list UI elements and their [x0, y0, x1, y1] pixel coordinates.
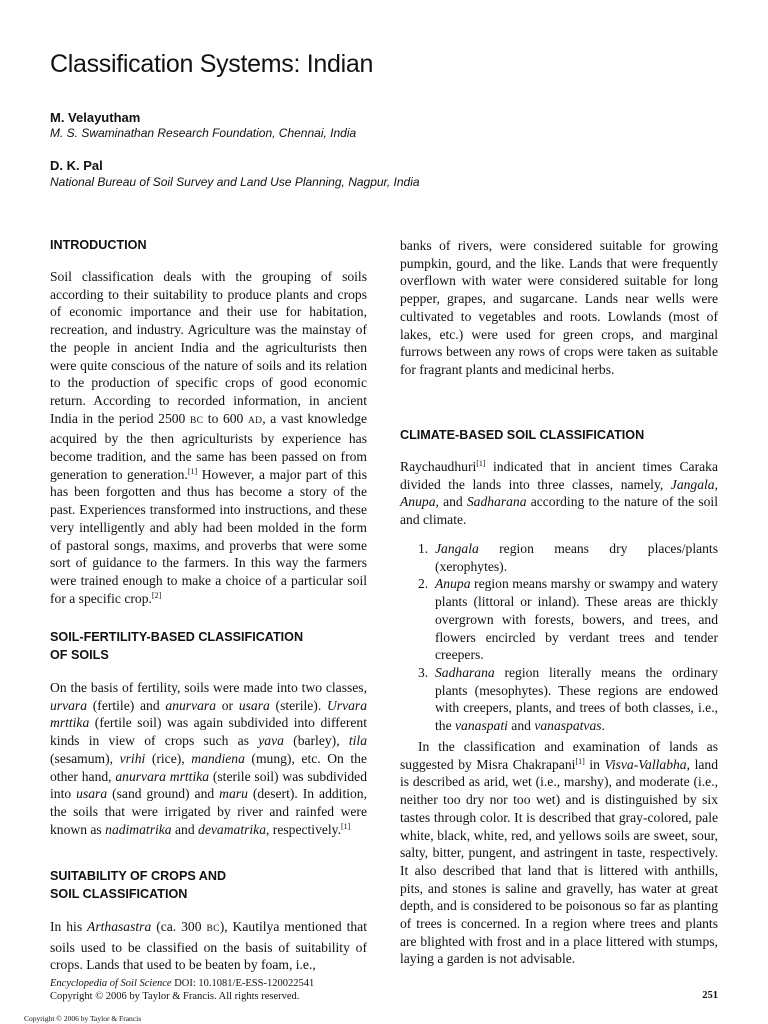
author-affiliation: National Bureau of Soil Survey and Land Use Planning, Nagpur, India: [50, 175, 420, 189]
citation-ref: [1]: [340, 821, 351, 831]
citation-ref: [2]: [151, 590, 162, 600]
section-heading-introduction: INTRODUCTION: [50, 238, 147, 252]
list-item: 1. Jangala region means dry places/plants (xerophytes).: [418, 541, 718, 574]
suitability-paragraph: In his Arthasastra (ca. 300 BC), Kautilya mentioned that soils used to be classified on the basis of suitability of crops. Lands that used to be beaten by foam, i.e.,: [50, 919, 367, 973]
list-item: 3. Sadharana region literally means the ordinary plants (mesophytes). These regions are endowed with creepers, plants, and trees of both classes, i.e., the vanaspati and vanaspatvas.: [418, 664, 718, 734]
fertility-paragraph: On the basis of fertility, soils were made into two classes, urvara (fertile) and anurvara or usara (sterile). Urvara mrttika (fertile soil) was again subdivided into different kinds in view of crops such as yava (barley), tila (sesamum), vrihi (rice), mandiena (mung), etc. On the other hand, anurvara mrttika (sterile soil) was subdivided into usara (sand ground) and maru (desert). In addition, the soils that were irrigated by river and rainfed were known as nadimatrika and devamatrika, respectively.[1]: [50, 680, 368, 837]
suitability-paragraph-continued: banks of rivers, were considered suitable for growing pumpkin, gourd, and the like. Lands that were frequently overflown with water were considered suitable for long pepper, grapes, and sugarcane. Lands near wells were cultivated to vegetables and roots. Lowlands (most of lakes, etc.) were used for green crops, and marginal furrows between any rows of crops were taken as suitable for fragrant plants and medicinal herbs.: [400, 238, 718, 377]
page-number: 251: [702, 990, 718, 1001]
region-list: [400, 540, 718, 735]
bottom-copyright-note: Copyright © 2006 by Taylor & Francis: [24, 1014, 142, 1023]
author-name: D. K. Pal: [50, 158, 103, 173]
author-affiliation: M. S. Swaminathan Research Foundation, Chennai, India: [50, 126, 357, 140]
climate-paragraph: Raychaudhuri[1] indicated that in ancient times Caraka divided the lands into three classes, namely, Jangala, Anupa, and Sadharana according to the nature of the soil and climate.: [400, 459, 718, 528]
page-title: Classification Systems: Indian: [50, 50, 374, 78]
section-heading-climate: CLIMATE-BASED SOIL CLASSIFICATION: [400, 428, 645, 442]
intro-paragraph: Soil classification deals with the grouping of soils according to their suitability to produce plants and crops of economic importance and their use for habitation, recreation, and industry. Agriculture was the mainstay of the people in ancient India and the agriculturists then were quite conscious of the nature of soils and its relation to the production of specific crops of good economic return. According to recorded information, in ancient India in the period 2500 BC to 600 AD, a vast knowledge acquired by the then agriculturists by experience has become tradition, and the same has been passed on from generation to generation.[1] However, a major part of this has been forgotten and thus has become a story of the past. Experiences transformed into instructions, and these very intelligently and ably had been molded in the form of pastoral songs, maxims, and proverbs that were some sort of guidance to the farmers. In this way the farmers were trained enough to make a choice of a particular soil for a specific crop.[2]: [50, 269, 367, 606]
citation-ref: [1]: [476, 459, 486, 468]
chakrapani-paragraph: In the classification and examination of lands as suggested by Misra Chakrapani[1] in Visva-Vallabha, land is described as arid, wet (i.e., marshy), and moderate (i.e., neither too dry nor too wet) and is distinguished by six tastes through color. It is described that gray-colored, pale white, black, white, red, and yellows soils are sweet, sour, salty, bitter, pungent, and astringent in taste, respectively. It also described that land that is littered with anthills, pits, and stones is saline and gravelly, has water at great depth, and is considered to be poisonous so far as planting of trees is concerned. In a region where trees and plants are blighted with frost and in a place littered with stumps, laying a garden is not advisable.: [400, 739, 719, 967]
section-heading-suitability: SUITABILITY OF CROPS AND SOIL CLASSIFICATION: [50, 869, 227, 901]
citation-ref: [1]: [187, 466, 198, 476]
footer-citation: Encyclopedia of Soil Science DOI: 10.1081/E-ESS-120022541 Copyright © 2006 by Taylor & Francis. All rights reserved.: [50, 978, 315, 1002]
author-name: M. Velayutham: [50, 110, 141, 125]
list-item: 2. Anupa region means marshy or swampy and watery plants (littoral or inland). These areas are thickly overgrown with forests, bowers, and trees, and flowers encircled by verdant trees and tender creepers.: [418, 576, 718, 663]
citation-ref: [1]: [575, 756, 585, 766]
section-heading-soil-fertility: SOIL-FERTILITY-BASED CLASSIFICATION OF SOILS: [50, 630, 304, 662]
